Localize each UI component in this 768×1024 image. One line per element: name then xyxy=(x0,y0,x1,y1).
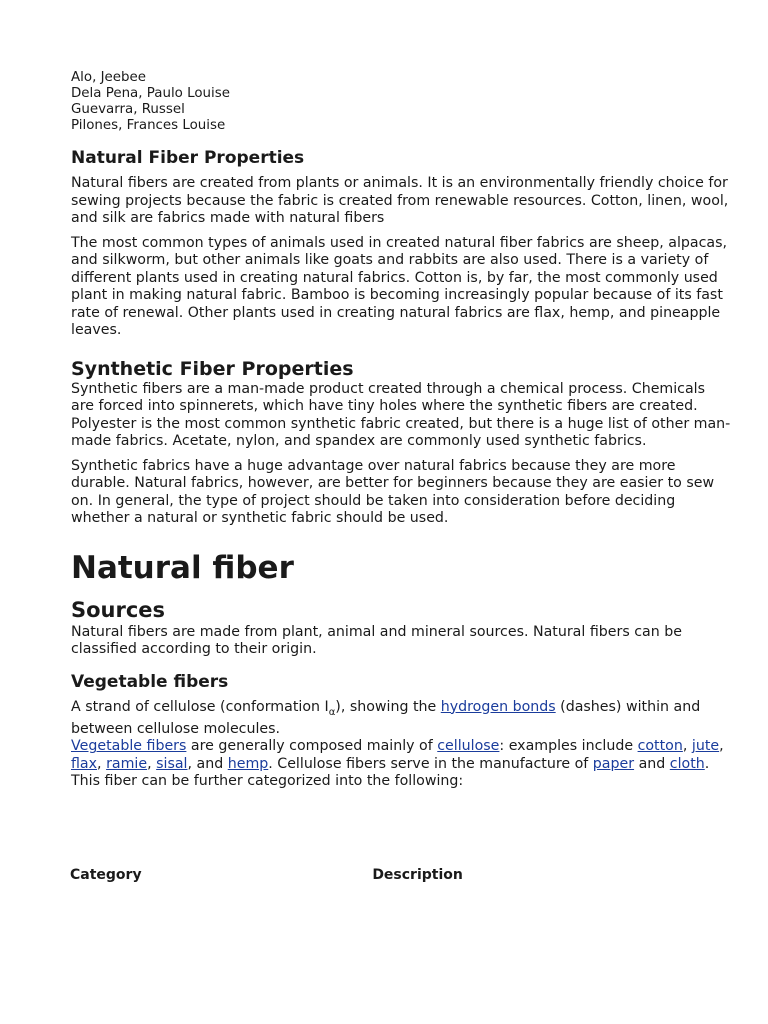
sources-heading: Sources xyxy=(71,597,166,622)
text: , and xyxy=(187,755,228,772)
vegetable-fibers-paragraph xyxy=(71,738,731,791)
fiber-category-table xyxy=(70,866,694,884)
cotton-link[interactable]: cotton xyxy=(637,738,683,755)
jute-link[interactable]: jute xyxy=(691,738,720,755)
text: , xyxy=(682,738,692,755)
category-column-header: Category xyxy=(70,867,142,883)
image-caption xyxy=(71,699,731,739)
flax-link[interactable]: flax xyxy=(71,755,98,772)
author-name: Pilones, Frances Louise xyxy=(71,118,226,133)
paragraph: Natural fibers are created from plants or animals. It is an environmentally friendly choice for sewing projects because the fabric is created from renewable resources. Cotton, linen, wool, and silk are fabrics made with natural fibers xyxy=(71,175,729,226)
sisal-link[interactable]: sisal xyxy=(156,755,188,772)
author-name: Guevarra, Russel xyxy=(71,102,185,117)
paragraph: The most common types of animals used in created natural fiber fabrics are sheep, alpacas, and silkworm, but other animals like goats and rabbits are also used. There is a variety of different plants used in creating natural fabrics. Cotton is, by far, the most commonly used plant in making natural fabric. Bamboo is becoming increasingly popular because of its fast rate of renewal. Other plants used in creating natural fabrics are flax, hemp, and pineapple leaves. xyxy=(71,234,728,338)
natural-fiber-title: Natural fiber xyxy=(71,549,294,586)
hydrogen-bonds-link[interactable]: hydrogen bonds xyxy=(440,698,556,715)
paragraph: Natural fibers are made from plant, animal and mineral sources. Natural fibers can be classified according to their origin. xyxy=(71,623,682,657)
author-name: Dela Pena, Paulo Louise xyxy=(71,86,230,101)
paragraph: Synthetic fibers are a man-made product created through a chemical process. Chemicals are forced into spinnerets, which have tiny holes where the synthetic fibers are created. Polyester is the most common synthetic fabric created, but there is a huge list of other man-made fabrics. Acetate, nylon, and spandex are commonly used synthetic fabrics. xyxy=(71,380,731,449)
text: : examples include xyxy=(499,738,638,755)
paper-link[interactable]: paper xyxy=(592,755,635,772)
paragraph: Synthetic fabrics have a huge advantage over natural fabrics because they are more durable. Natural fabrics, however, are better for beginners because they are easier to sew on. In general, the type of project should be taken into consideration before deciding whether a natural or synthetic fabric should be used. xyxy=(71,457,715,526)
author-name: Alo, Jeebee xyxy=(71,70,146,85)
text: , xyxy=(147,755,157,772)
caption-text: (dashes) within and between cellulose molecules. xyxy=(71,698,701,737)
author-list xyxy=(71,70,731,134)
text: . This fiber can be further categorized into the following: xyxy=(71,755,710,790)
vegetable-fibers-heading: Vegetable fibers xyxy=(71,671,229,692)
document-content xyxy=(71,70,731,798)
natural-fiber-properties-heading: Natural Fiber Properties xyxy=(71,148,305,168)
text: . Cellulose fibers serve in the manufacture of xyxy=(268,755,593,772)
caption-text: ), showing the xyxy=(335,698,441,715)
text: , xyxy=(97,755,107,772)
description-column-header: Description xyxy=(372,867,463,883)
ramie-link[interactable]: ramie xyxy=(106,755,148,772)
vegetable-fibers-link[interactable]: Vegetable fibers xyxy=(71,738,187,755)
table-header-row xyxy=(70,866,694,884)
cellulose-link[interactable]: cellulose xyxy=(437,738,500,755)
text: , xyxy=(719,738,724,755)
alpha-subscript: α xyxy=(328,706,336,718)
text: and xyxy=(634,755,670,772)
hemp-link[interactable]: hemp xyxy=(227,755,269,772)
caption-text: A strand of cellulose (conformation I xyxy=(71,698,329,715)
cloth-link[interactable]: cloth xyxy=(669,755,705,772)
synthetic-fiber-properties-heading: Synthetic Fiber Properties xyxy=(71,357,354,380)
text: are generally composed mainly of xyxy=(186,738,438,755)
